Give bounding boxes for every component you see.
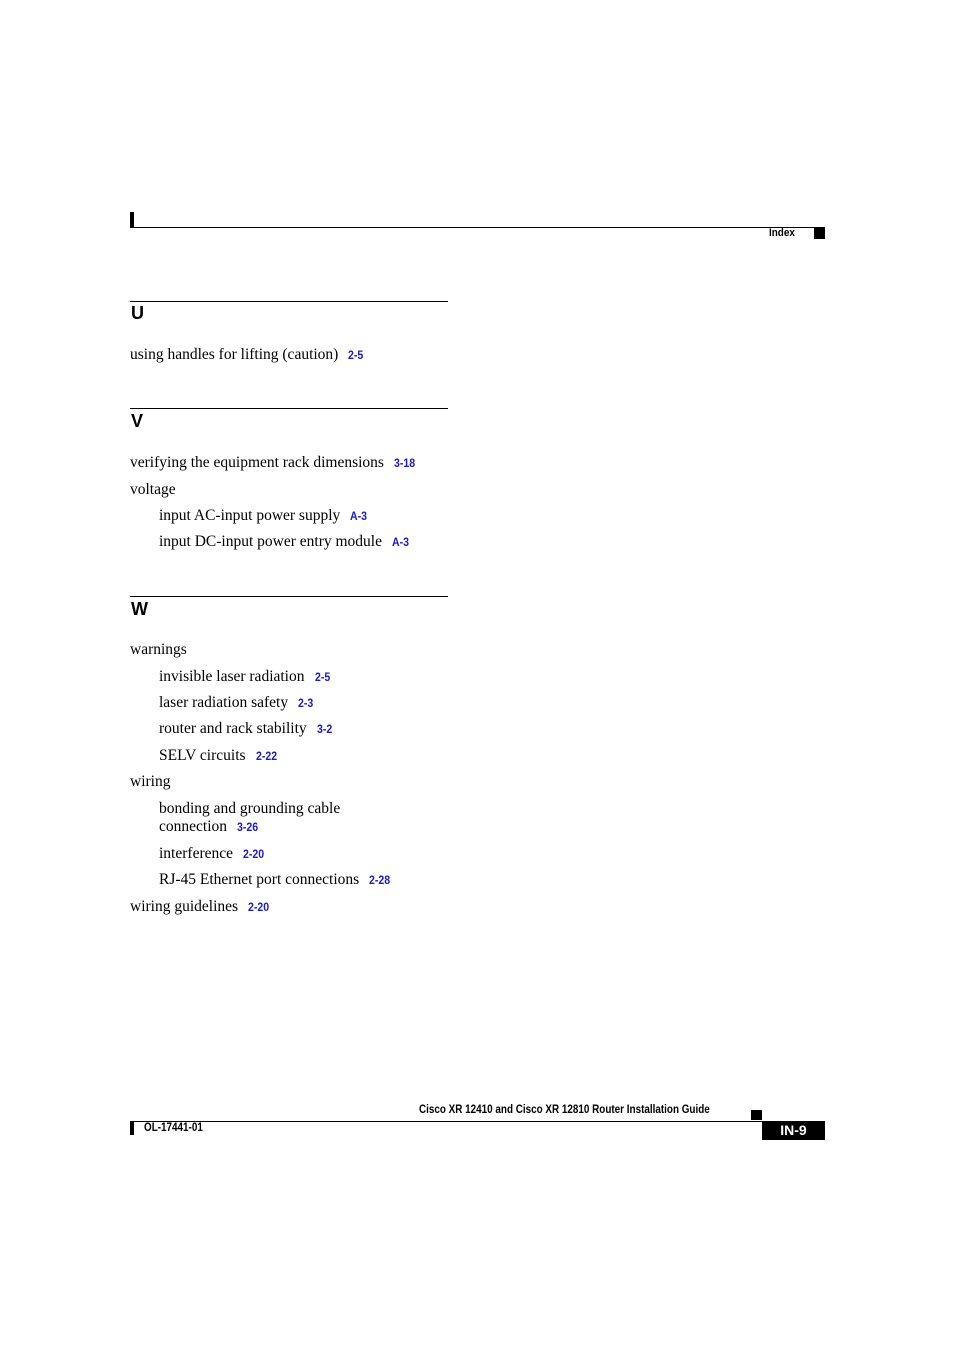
index-entry	[130, 346, 366, 364]
section-letter-u: U	[131, 303, 144, 323]
page-ref-link[interactable]: 2-3	[298, 696, 314, 710]
section-rule-w	[130, 596, 448, 597]
index-subentry	[159, 845, 267, 863]
page-ref-link[interactable]: A-3	[392, 535, 410, 549]
section-rule-v	[130, 408, 448, 409]
page-ref-link[interactable]: 2-5	[348, 348, 364, 362]
entry-text: laser radiation safety	[159, 694, 289, 711]
header-bar	[130, 212, 134, 228]
section-letter-w: W	[131, 599, 148, 619]
entry-text: voltage	[130, 481, 176, 498]
page-ref-link[interactable]: A-3	[350, 509, 368, 523]
index-entry	[130, 641, 187, 659]
entry-text: invisible laser radiation	[159, 668, 305, 685]
footer-rule	[130, 1121, 825, 1122]
index-entry	[130, 773, 170, 791]
entry-text: connection	[159, 818, 228, 835]
index-subentry	[159, 818, 261, 836]
entry-text: wiring guidelines	[130, 898, 239, 915]
page-ref-link[interactable]: 3-18	[393, 456, 416, 470]
header-rule	[130, 227, 825, 228]
entry-text: RJ-45 Ethernet port connections	[159, 871, 360, 888]
header-square	[814, 228, 825, 239]
footer-doc-number: OL-17441-01	[144, 1122, 203, 1134]
index-entry	[130, 898, 272, 916]
entry-text: wiring	[130, 773, 171, 790]
page-ref-link[interactable]: 2-20	[248, 900, 270, 914]
footer-bar	[130, 1121, 134, 1135]
footer-square	[751, 1110, 762, 1120]
entry-text: SELV circuits	[159, 747, 246, 764]
entry-text: warnings	[130, 641, 187, 658]
index-subentry	[159, 800, 340, 818]
index-subentry	[159, 720, 334, 738]
page-ref-link[interactable]: 2-5	[314, 670, 330, 684]
footer-guide-title: Cisco XR 12410 and Cisco XR 12810 Router Installation Guide	[419, 1104, 710, 1116]
index-entry	[130, 481, 176, 499]
index-entry	[130, 454, 418, 472]
page-ref-link[interactable]: 3-26	[237, 820, 259, 834]
footer-page-number: IN-9	[762, 1121, 825, 1140]
entry-text: bonding and grounding cable	[159, 800, 341, 817]
index-subentry	[159, 694, 315, 712]
page-ref-link[interactable]: 2-20	[243, 847, 265, 861]
header-section-label: Index	[769, 227, 795, 239]
index-subentry	[159, 507, 370, 525]
entry-text: input AC-input power supply	[159, 507, 341, 524]
index-subentry	[159, 747, 280, 765]
index-subentry	[159, 668, 332, 686]
section-rule-u	[130, 301, 448, 302]
entry-text: router and rack stability	[159, 720, 307, 737]
entry-text: verifying the equipment rack dimensions	[130, 454, 384, 471]
page-ref-link[interactable]: 2-28	[369, 873, 391, 887]
section-letter-v: V	[131, 411, 144, 431]
index-subentry	[159, 871, 393, 889]
page-ref-link[interactable]: 2-22	[255, 749, 277, 763]
entry-text: interference	[159, 845, 233, 862]
index-subentry	[159, 533, 411, 551]
entry-text: input DC-input power entry module	[159, 533, 382, 550]
entry-text: using handles for lifting (caution)	[130, 346, 339, 363]
page-ref-link[interactable]: 3-2	[316, 722, 332, 736]
